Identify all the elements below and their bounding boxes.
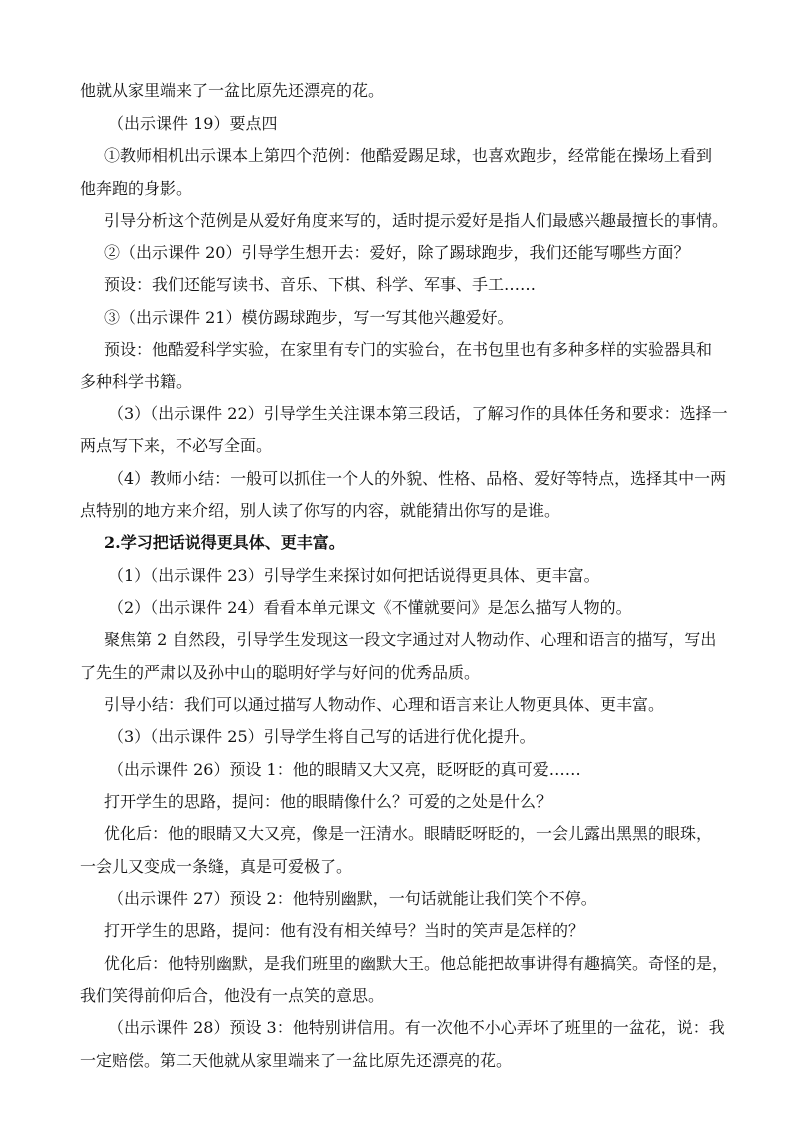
paragraph-line: （3）（出示课件 22）引导学生关注课本第三段话，了解习作的具体任务和要求：选择一	[108, 404, 728, 423]
paragraph-line: （出示课件 19）要点四	[108, 114, 278, 133]
paragraph-line: 他就从家里端来了一盆比原先还漂亮的花。	[80, 81, 385, 100]
paragraph-line: 预设：他酷爱科学实验，在家里有专门的实验台，在书包里也有多种多样的实验器具和	[104, 340, 713, 359]
paragraph-line: 多种科学书籍。	[80, 372, 193, 391]
paragraph-line: 一定赔偿。第二天他就从家里端来了一盆比原先还漂亮的花。	[80, 1051, 513, 1070]
paragraph-line: （1）（出示课件 23）引导学生来探讨如何把话说得更具体、更丰富。	[108, 566, 600, 585]
paragraph-line: 优化后：他特别幽默，是我们班里的幽默大王。他总能把故事讲得有趣搞笑。奇怪的是，	[104, 954, 729, 973]
paragraph-line: 预设：我们还能写读书、音乐、下棋、科学、军事、手工……	[104, 275, 537, 294]
paragraph-line: （出示课件 27）预设 2：他特别幽默，一句话就能让我们笑个不停。	[108, 889, 597, 908]
paragraph-line: 引导分析这个范例是从爱好角度来写的，适时提示爱好是指人们最感兴趣最擅长的事情。	[104, 211, 729, 230]
paragraph-line: ②（出示课件 20）引导学生想开去：爱好，除了踢球跑步，我们还能写哪些方面？	[104, 243, 690, 262]
paragraph-line: 了先生的严肃以及孙中山的聪明好学与好问的优秀品质。	[80, 663, 481, 682]
paragraph-line: （出示课件 28）预设 3：他特别讲信用。有一次他不小心弄坏了班里的一盆花，说：我	[108, 1018, 725, 1037]
paragraph-line: 一会儿又变成一条缝，真是可爱极了。	[80, 857, 353, 876]
section-heading: 2.学习把话说得更具体、更丰富。	[104, 533, 345, 552]
paragraph-line: 两点写下来，不必写全面。	[80, 436, 273, 455]
paragraph-line: 打开学生的思路，提问：他有没有相关绰号？当时的笑声是怎样的？	[104, 921, 585, 940]
paragraph-line: 他奔跑的身影。	[80, 179, 193, 198]
paragraph-line: 点特别的地方来介绍，别人读了你写的内容，就能猜出你写的是谁。	[80, 501, 561, 520]
paragraph-line: （2）（出示课件 24）看看本单元课文《不懂就要问》是怎么描写人物的。	[108, 598, 632, 617]
paragraph-line: 聚焦第 2 自然段，引导学生发现这一段文字通过对人物动作、心理和语言的描写，写出	[104, 630, 717, 649]
paragraph-line: 引导小结：我们可以通过描写人物动作、心理和语言来让人物更具体、更丰富。	[104, 695, 665, 714]
paragraph-line: 我们笑得前仰后合，他没有一点笑的意思。	[80, 986, 385, 1005]
paragraph-line: 打开学生的思路，提问：他的眼睛像什么？可爱的之处是什么？	[104, 792, 553, 811]
paragraph-line: 优化后：他的眼睛又大又亮，像是一汪清水。眼睛眨呀眨的，一会儿露出黑黑的眼珠，	[104, 824, 713, 843]
paragraph-line: （出示课件 26）预设 1：他的眼睛又大又亮，眨呀眨的真可爱……	[108, 760, 581, 779]
paragraph-line: ①教师相机出示课本上第四个范例：他酷爱踢足球，也喜欢跑步，经常能在操场上看到	[104, 146, 713, 165]
paragraph-line: （3）（出示课件 25）引导学生将自己写的话进行优化提升。	[108, 727, 536, 746]
paragraph-line: （4）教师小结：一般可以抓住一个人的外貌、性格、品格、爱好等特点，选择其中一两	[108, 469, 727, 488]
paragraph-line: ③（出示课件 21）模仿踢球跑步，写一写其他兴趣爱好。	[104, 308, 514, 327]
